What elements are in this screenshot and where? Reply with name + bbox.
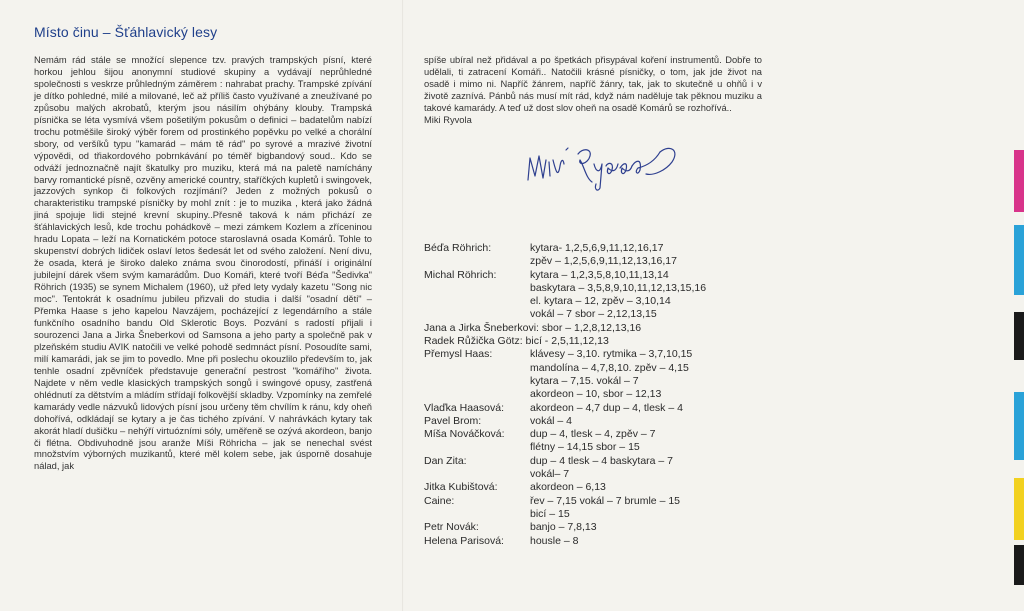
musician-row [424,269,784,322]
musician-roles [530,481,606,494]
role-line: vokál – 7 sbor – 2,12,13,15 [530,308,657,321]
musician-row [424,428,784,455]
liner-notes-left-column [34,55,372,473]
role-line: akordeon – 10, sbor – 12,13 [530,388,662,401]
musicians-list [424,242,784,548]
role-line: dup – 4, tlesk – 4, zpěv – 7 [530,428,656,441]
musician-name: Pavel Brom: [424,414,482,427]
role-line: kytara – 7,15. vokál – 7 [530,374,639,387]
role-line: vokál – 4 [530,414,573,427]
musician-row [424,242,784,269]
role-line: housle – 8 [530,534,579,547]
page-fold [402,0,404,611]
musician-name: Jitka Kubištová: [424,481,498,494]
musician-name: Přemysl Haas: [424,348,493,361]
role-line: mandolína – 4,7,8,10. zpěv – 4,15 [530,361,689,374]
musician-name: Michal Röhrich: [424,268,497,281]
print-color-marks [1014,0,1024,611]
musician-row [424,455,784,482]
liner-notes-text: Nemám rád stále se množící slepence tzv. pravých trampských písní, které horkou jehlou šijou anonymní studiové skupiny a vydávají neprůhledné společnosti s veskrze průhledným záměrem : nahrabat prachy. Trampské zpívání je dítko pohledné, milé a milované, leč až příliš často využívané a zneužívané po způsobu malých akrobatů, kterým jsou násilím ohýbány klouby. Trampská písnička se léta vysmívá všem pošetilým pokusům o definici – badatelům nabízí trochu potměšile široký výběr forem od prostinkého popěvku po velké a chorální sbory, od veršíků typu "kamarád – mám tě rád" po syrové a mrazivé životní výpovědi, od třiakordového pobrnkávání po téměř bigbandový soud.. Kdo se odváží jednoznačně najít škatulky pro muziku, která má na paletě namíchány barvy romantické písně, ozvěny americké country, staříčkých kupletů i swingovek, jazzových synkop či folkových rozjímání? Jeden z možných pokusů o charakteristiku trampské písničky by mohl znít : je to muzika , která jako žádná jiná spojuje lidi stejné krevní skupiny..Přesně taková k nám přichází ze šťáhlavických lesů, kde trochu pohádkově – mezi zámkem Kozlem a zříceninou hradu Lopata – leží na Kornatickém potoce staroslavná osada Komárů. Tohle to skupenství dobrých lidiček oslaví letos šedesát let od svého založení. Není divu, že osada, která je široko daleko známa svou činorodostí, přináší i originální jubilejní dárek všem svým kamarádům. Duo Komáři, které tvoří Béďa "Šedivka" Röhrich (1935) se synem Michalem (1960), už před lety vydaly kazetu "Song nic moc". Tentokrát k osadnímu jubileu přizvali do studia i další "osadní děti" – Přemka Haase s jeho kapelou Navzájem, pocházející z legendárního a stále funkčního osadního bandu Old Sklerotic Boys. Pozvání s radostí přijali i sourozenci Jana a Jirka Šneberkovi od Samsona a jeho party a společně pak v plzeňském studiu AVIK natočili ve velké pohodě sedmnáct písní. Posoudíte sami, milí kamarádi, jak se jim to povedlo. Mne při poslechu okouzlilo především to, jak tenhle osadní zpěvníček představuje generační pestrost "komářího" života. Najdete v něm vedle klasických trampských songů i swingové opusy, zastřená ohlédnutí za dětstvím a mládím střídají folkovější skladby. Vzpomínky na zemřelé kamarády vedle názvuků lidových písní jsou určeny těm chvílím k ránu, kdy oheň dohořívá, odkládají se kytary a je čas tichého zpívání. V nahrávkách kytary tak akorát hladí dušičku – nehýří virtuózními sóly, uměřeně se ozývá akordeon, banjo či flétna. Obdivuhodně jsou aranže Míši Röhricha – jak se nenechal svést množstvím výborných muzikantů, které měl kolem sebe, jak úsporně dosahuje nálad, jak [34,55,372,472]
musician-row-full: Radek Růžička Götz: bicí - 2,5,11,12,13 [424,335,609,348]
musician-roles [530,428,656,455]
musician-name: Helena Parisová: [424,534,504,547]
musician-row-full: Jana a Jirka Šneberkovi: sbor – 1,2,8,12,13,16 [424,321,642,334]
liner-notes-right-column [424,55,762,127]
role-line: banjo – 7,8,13 [530,521,597,534]
page-title: Místo činu – Šťáhlavický lesy [34,24,218,40]
musician-row [424,348,784,401]
role-line: dup – 4 tlesk – 4 baskytara – 7 [530,454,674,467]
musician-name: Béďa Röhrich: [424,242,492,254]
role-line: vokál– 7 [530,468,570,481]
musician-roles [530,415,572,428]
musician-roles [530,535,578,548]
role-line: řev – 7,15 vokál – 7 brumle – 15 [530,494,681,507]
role-line: kytara – 1,2,3,5,8,10,11,13,14 [530,268,669,281]
musician-roles [530,242,677,269]
liner-notes-continuation: spíše ubíral než přidával a po špetkách přisypával koření instrumentů. Dobře to udělali, ti zatracení Komáři.. Natočili krásné písničky, o tom, jak jde život na osadě i mimo ni. Napříč žánrem, napříč žánry, tak, jak to skutečně u ohňů i v životě zaznívá. Pánbů nás musí mít rád, když nám naděluje tak pěknou muziku a takové kamarády. A teď už dost slov oheň na osadě Komárů se rozhořívá.. [424,55,762,113]
musician-row [424,521,784,534]
black-mark [1014,312,1024,360]
musician-row [424,481,784,494]
yellow-mark [1014,478,1024,540]
role-line: kytara- 1,2,5,6,9,11,12,16,17 [530,242,664,254]
cyan-mark [1014,392,1024,460]
musician-row [424,402,784,415]
role-line: el. kytara – 12, zpěv – 3,10,14 [530,295,671,308]
role-line: akordeon – 4,7 dup – 4, tlesk – 4 [530,401,683,414]
musician-roles [530,269,706,322]
musician-roles [530,348,692,401]
musician-name: Petr Novák: [424,521,479,534]
musician-roles [530,402,683,415]
author-name: Miki Ryvola [424,114,472,125]
role-line: bicí – 15 [530,507,570,520]
signature-image [522,136,692,192]
black-mark [1014,545,1024,585]
musician-row [424,415,784,428]
musician-name: Vlaďka Haasová: [424,401,504,414]
musician-name: Caine: [424,494,455,507]
cyan-mark [1014,225,1024,295]
role-line: klávesy – 3,10. rytmika – 3,7,10,15 [530,348,693,361]
role-line: flétny – 14,15 sbor – 15 [530,441,640,454]
musician-row [424,535,784,548]
musician-roles [530,495,680,522]
role-line: baskytara – 3,5,8,9,10,11,12,13,15,16 [530,281,707,294]
musician-roles [530,521,597,534]
magenta-mark [1014,150,1024,212]
musician-row [424,495,784,522]
musician-name: Míša Nováčková: [424,428,505,441]
role-line: akordeon – 6,13 [530,481,606,494]
musician-name: Dan Zita: [424,454,467,467]
role-line: zpěv – 1,2,5,6,9,11,12,13,16,17 [530,255,677,268]
musician-roles [530,455,673,482]
